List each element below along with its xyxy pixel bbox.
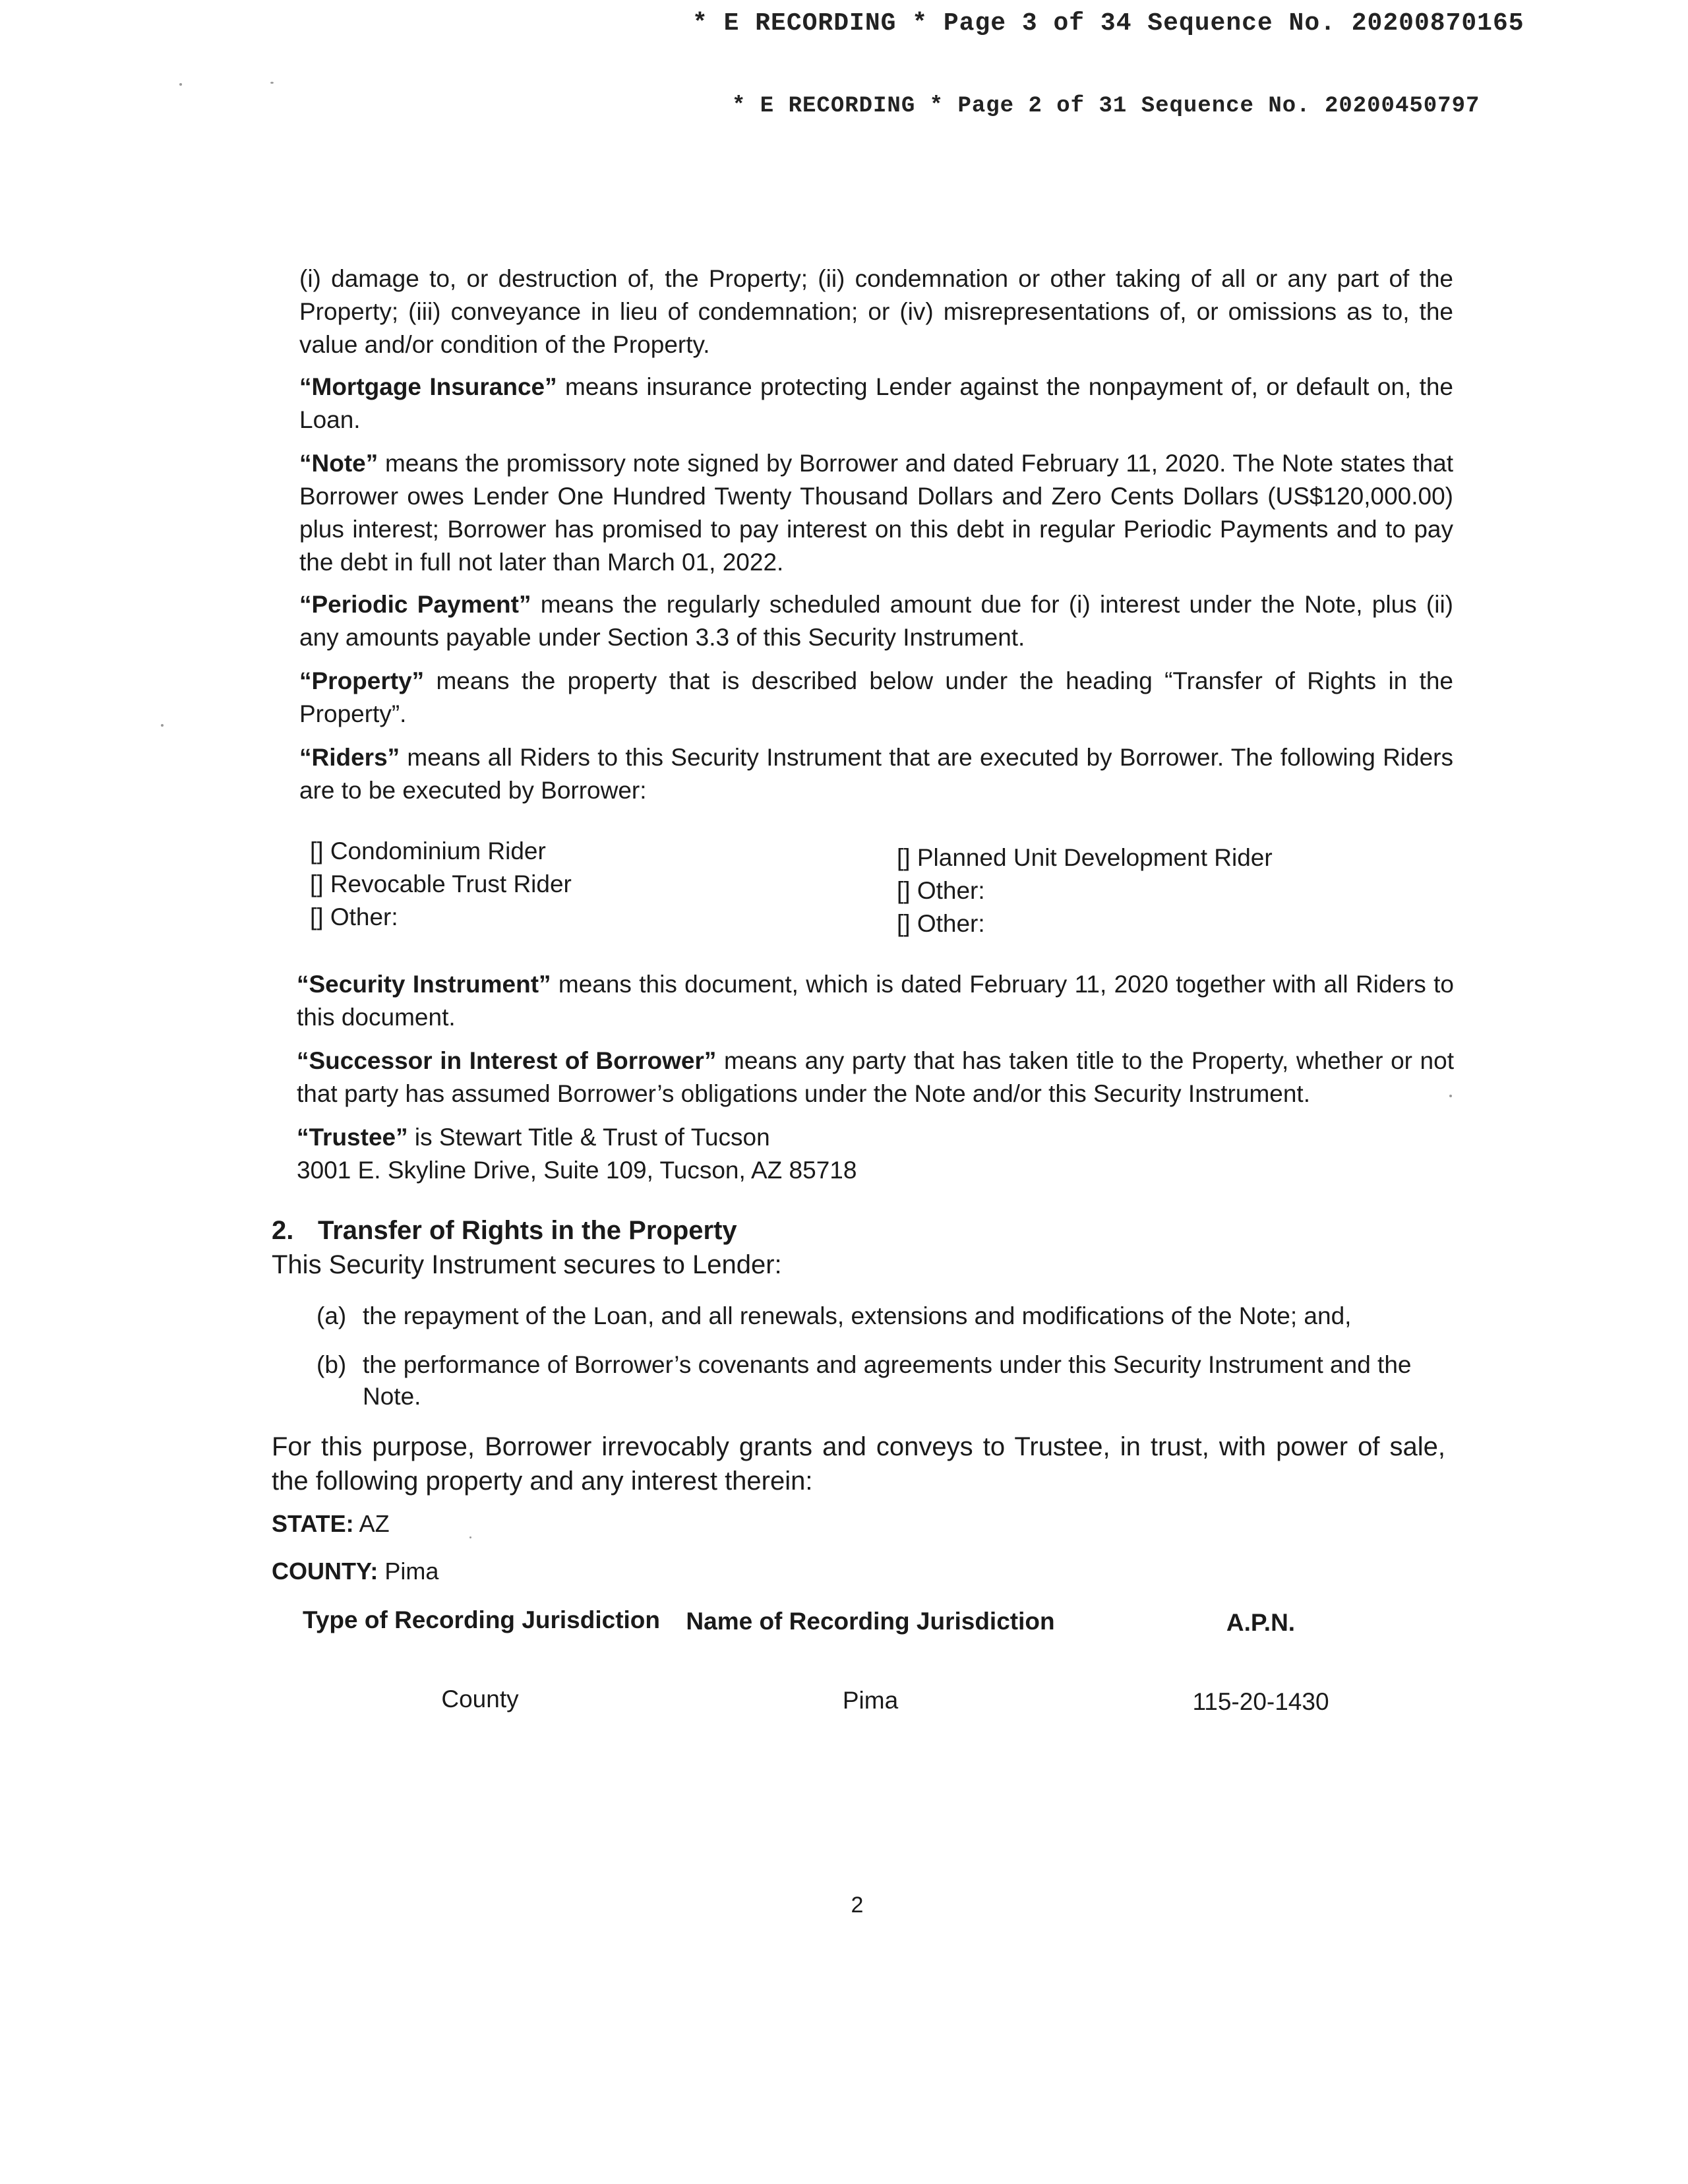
def-property xyxy=(299,665,1453,731)
scan-speck xyxy=(179,83,182,86)
definition-text: means the property that is described below under the heading “Transfer of Rights in the Property”. xyxy=(299,667,1453,727)
scan-speck xyxy=(469,1536,471,1538)
section-title-text: Transfer of Rights in the Property xyxy=(318,1216,737,1245)
def-riders xyxy=(299,741,1453,807)
scan-speck xyxy=(161,724,164,727)
section-intro: This Security Instrument secures to Lender: xyxy=(272,1250,782,1279)
def-mortgage-insurance xyxy=(299,371,1453,437)
term: “Trustee” xyxy=(297,1124,408,1151)
rider-checkbox-item: [] Revocable Trust Rider xyxy=(310,870,572,897)
table-header-type: Type of Recording Jurisdiction xyxy=(302,1606,661,1633)
item-label: (b) xyxy=(316,1351,347,1378)
term: “Note” xyxy=(299,450,378,477)
table-cell-name: Pima xyxy=(842,1687,899,1714)
term: “Mortgage Insurance” xyxy=(299,373,557,400)
trustee-address: 3001 E. Skyline Drive, Suite 109, Tucson, AZ 85718 xyxy=(297,1157,857,1184)
term: “Periodic Payment” xyxy=(299,591,531,618)
section-item-a xyxy=(316,1300,1451,1332)
riders-list-right xyxy=(897,841,1273,940)
misc-proceeds-continuation: (i) damage to, or destruction of, the Property; (ii) condemnation or other taking of all or any part of the Property; (iii) conveyance in lieu of condemnation; or (iv) misrepresentations of, or omissions as to, the value and/or condition of the Property. xyxy=(299,265,1453,358)
county-value: Pima xyxy=(378,1558,439,1585)
item-text: the performance of Borrower’s covenants and agreements under this Security Instrument and the Note. xyxy=(363,1351,1412,1410)
def-security-instrument xyxy=(297,968,1454,1034)
county-label: COUNTY: xyxy=(272,1558,378,1585)
rider-checkbox-item: [] Other: xyxy=(897,910,985,937)
riders-list-left xyxy=(310,835,572,934)
scan-speck xyxy=(270,82,274,84)
definition-text: means the promissory note signed by Borrower and dated February 11, 2020. The Note states that Borrower owes Lender One Hundred Twenty Thousand Dollars and Zero Cents Dollars (US$120,000.00) plus interest; Borrower has promised to pay interest on this debt in regular Periodic Payments and to pay the debt in full not later than March 01, 2022. xyxy=(299,450,1453,576)
def-successor xyxy=(297,1045,1454,1110)
section-item-b xyxy=(316,1349,1451,1412)
def-trustee xyxy=(297,1121,1454,1187)
rider-checkbox-item: [] Other: xyxy=(310,903,398,930)
state-value: AZ xyxy=(353,1510,390,1537)
table-header-name: Name of Recording Jurisdiction xyxy=(686,1608,1055,1635)
grant-clause: For this purpose, Borrower irrevocably grants and conveys to Trustee, in trust, with power of sale, the following property and any interest therein: xyxy=(272,1432,1445,1496)
table-header-apn: A.P.N. xyxy=(1226,1609,1296,1636)
term: “Successor in Interest of Borrower” xyxy=(297,1047,717,1074)
table-cell-apn: 115-20-1430 xyxy=(1192,1688,1329,1715)
section-title xyxy=(272,1213,1459,1248)
definition-text: is Stewart Title & Trust of Tucson xyxy=(407,1124,770,1151)
definition-text: means all Riders to this Security Instrument that are executed by Borrower. The following Riders are to be executed by Borrower: xyxy=(299,744,1453,804)
term: “Riders” xyxy=(299,744,400,771)
definitions-block-2 xyxy=(297,968,1454,1187)
item-text: the repayment of the Loan, and all renewals, extensions and modifications of the Note; and, xyxy=(363,1302,1352,1329)
rider-checkbox-item: [] Other: xyxy=(897,877,985,904)
recording-stamp-inner: * E RECORDING * Page 2 of 31 Sequence No. 20200450797 xyxy=(732,94,1480,119)
def-note xyxy=(299,447,1453,579)
section-2-header xyxy=(272,1213,1459,1282)
definition-text: means the regularly scheduled amount due for (i) interest under the Note, plus (ii) any amounts payable under Section 3.3 of this Security Instrument. xyxy=(299,591,1453,651)
rider-checkbox-item: [] Condominium Rider xyxy=(310,837,546,864)
def-periodic-payment xyxy=(299,588,1453,654)
item-label: (a) xyxy=(316,1302,347,1329)
recording-stamp-outer: * E RECORDING * Page 3 of 34 Sequence No. 20200870165 xyxy=(692,9,1524,38)
table-cell-type: County xyxy=(441,1685,519,1713)
term: “Security Instrument” xyxy=(297,971,551,998)
county-line xyxy=(272,1558,438,1585)
state-label: STATE: xyxy=(272,1510,354,1537)
definition-text: means any party that has taken title to the Property, whether or not that party has assumed Borrower’s obligations under the Note and/or this Security Instrument. xyxy=(297,1047,1454,1107)
rider-checkbox-item: [] Planned Unit Development Rider xyxy=(897,844,1273,871)
definitions-block xyxy=(299,262,1453,807)
section-number: 2. xyxy=(272,1216,294,1245)
definition-text: means insurance protecting Lender against the nonpayment of, or default on, the Loan. xyxy=(299,373,1453,433)
page-number: 2 xyxy=(851,1893,864,1918)
definition-text: means this document, which is dated February 11, 2020 together with all Riders to this document. xyxy=(297,971,1454,1031)
term: “Property” xyxy=(299,667,425,694)
state-line xyxy=(272,1510,390,1538)
